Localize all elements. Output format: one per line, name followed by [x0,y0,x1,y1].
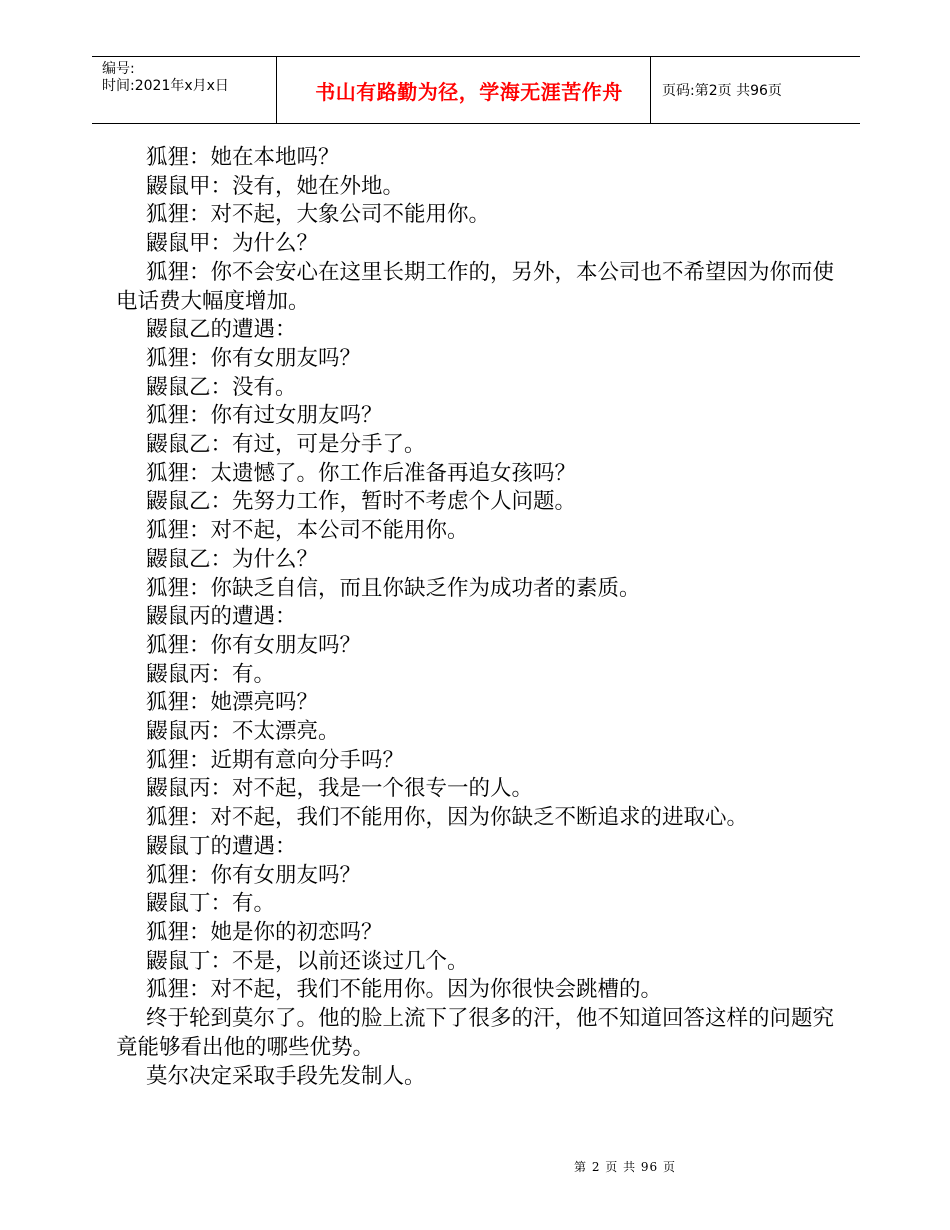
page-header [92,56,860,124]
paragraph: 鼹鼠乙：为什么？ [146,546,319,572]
paragraph: 鼹鼠丙：不太漂亮。 [146,719,340,745]
paragraph: 狐狸：你缺乏自信，而且你缺乏作为成功者的素质。 [146,575,641,601]
header-page-info: 页码:第2页 共96页 [662,83,782,99]
paragraph: 狐狸：你有女朋友吗？ [146,632,362,658]
paragraph: 狐狸：你不会安心在这里长期工作的，另外，本公司也不希望因为你而使电话费大幅度增加。 [116,259,835,314]
document-body [116,144,836,1091]
paragraph: 鼹鼠甲：为什么？ [146,231,319,257]
page-footer [0,1158,950,1175]
paragraph: 狐狸：对不起，本公司不能用你。 [146,518,469,544]
paragraph: 狐狸：太遗憾了。你工作后准备再追女孩吗？ [146,460,577,486]
header-motto: 书山有路勤为径，学海无涯苦作舟 [315,79,623,104]
paragraph: 鼹鼠丁的遭遇： [146,833,297,859]
footer-page-number: 第 2 页 共 96 页 [574,1160,676,1174]
paragraph: 鼹鼠乙的遭遇： [146,317,297,343]
paragraph: 终于轮到莫尔了。他的脸上流下了很多的汗，他不知道回答这样的问题究竟能够看出他的哪些优势。 [116,1006,835,1060]
paragraph: 狐狸：你有女朋友吗？ [146,862,362,888]
paragraph: 鼹鼠丁：不是，以前还谈过几个。 [146,948,469,974]
header-divider [276,57,277,123]
paragraph: 鼹鼠丙：对不起，我是一个很专一的人。 [146,776,534,802]
paragraph: 狐狸：你有过女朋友吗？ [146,403,383,429]
paragraph: 狐狸：她漂亮吗？ [146,690,319,716]
paragraph: 鼹鼠丁：有。 [146,891,276,917]
paragraph: 狐狸：她是你的初恋吗？ [146,919,383,945]
paragraph: 鼹鼠丙的遭遇： [146,604,297,630]
header-meta [102,61,229,95]
document-number-label: 编号: [102,61,135,77]
paragraph: 狐狸：对不起，我们不能用你，因为你缺乏不断追求的进取心。 [146,805,749,831]
paragraph: 狐狸：近期有意向分手吗？ [146,747,405,773]
paragraph: 狐狸：你有女朋友吗？ [146,345,362,371]
paragraph: 鼹鼠乙：没有。 [146,374,297,400]
paragraph: 鼹鼠丙：有。 [146,661,276,687]
paragraph: 狐狸：她在本地吗？ [146,145,340,170]
paragraph: 莫尔决定采取手段先发制人。 [146,1063,426,1089]
header-divider [650,57,651,123]
paragraph: 鼹鼠甲：没有，她在外地。 [146,173,405,199]
paragraph: 鼹鼠乙：先努力工作，暂时不考虑个人问题。 [146,489,577,515]
paragraph: 狐狸：对不起，我们不能用你。因为你很快会跳槽的。 [146,977,663,1003]
paragraph: 鼹鼠乙：有过，可是分手了。 [146,432,426,458]
document-time: 时间:2021年x月x日 [102,78,229,94]
paragraph: 狐狸：对不起，大象公司不能用你。 [146,202,491,228]
